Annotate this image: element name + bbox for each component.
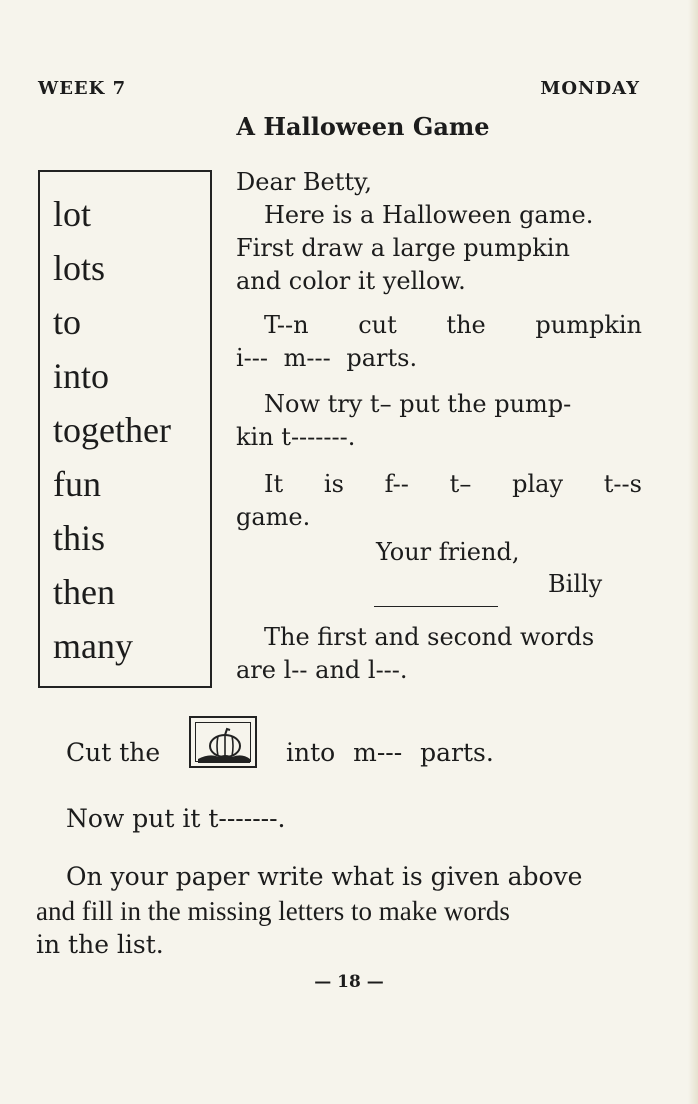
letter-word: It bbox=[264, 470, 284, 498]
week-label: WEEK 7 bbox=[38, 78, 127, 99]
letter-word: the bbox=[446, 311, 486, 339]
fill-blank-word: T--n bbox=[264, 311, 309, 339]
letter-line: Now try t– put the pump- bbox=[264, 390, 572, 418]
question-line: are l-- and l---. bbox=[236, 656, 408, 684]
pumpkin-picture-frame bbox=[189, 716, 257, 768]
page-number: — 18 — bbox=[314, 972, 384, 992]
letter-word: cut bbox=[358, 311, 397, 339]
instruction-line: in the list. bbox=[36, 930, 164, 959]
letter-line bbox=[264, 309, 642, 342]
letter-line: First draw a large pumpkin bbox=[236, 234, 570, 262]
pumpkin-icon bbox=[196, 723, 252, 763]
question-line: The first and second words bbox=[264, 623, 595, 651]
instruction-line: and fill in the missing letters to make words bbox=[36, 896, 510, 926]
letter-closing: Your friend, bbox=[376, 538, 520, 566]
letter-line: Here is a Halloween game. bbox=[264, 201, 594, 229]
word-list-item: then bbox=[53, 572, 115, 612]
word-list-item: to bbox=[53, 302, 82, 342]
word-list-item: into bbox=[53, 356, 110, 396]
cut-instruction-end: into m--- parts. bbox=[286, 738, 494, 767]
fill-blank-word: t--s bbox=[603, 470, 642, 498]
letter-line: kin t-------. bbox=[236, 423, 356, 451]
letter-signature: Billy bbox=[548, 570, 603, 598]
word-list-item: this bbox=[53, 518, 106, 558]
word-list-box bbox=[38, 170, 212, 688]
pumpkin-picture-inner-frame bbox=[195, 722, 251, 762]
letter-line: game. bbox=[236, 503, 311, 531]
letter-greeting: Dear Betty, bbox=[236, 168, 372, 196]
put-instruction: Now put it t-------. bbox=[66, 804, 286, 833]
letter-line bbox=[264, 468, 642, 501]
word-list-item: lots bbox=[53, 248, 106, 288]
page-title: A Halloween Game bbox=[236, 112, 490, 141]
word-list-item: many bbox=[53, 626, 133, 666]
letter-word: pumpkin bbox=[535, 311, 642, 339]
divider-rule bbox=[374, 606, 498, 607]
page-edge-shadow bbox=[688, 0, 698, 1104]
instruction-line: On your paper write what is given above bbox=[66, 862, 583, 891]
letter-line: i--- m--- parts. bbox=[236, 344, 418, 372]
letter-word: is bbox=[323, 470, 344, 498]
day-label: MONDAY bbox=[540, 78, 640, 99]
word-list-item: together bbox=[53, 410, 171, 450]
letter-word: play bbox=[512, 470, 563, 498]
fill-blank-word: t– bbox=[449, 470, 472, 498]
word-list-item: fun bbox=[53, 464, 101, 504]
letter-line: and color it yellow. bbox=[236, 267, 466, 295]
fill-blank-word: f-- bbox=[384, 470, 409, 498]
word-list-item: lot bbox=[53, 194, 92, 234]
cut-instruction-start: Cut the bbox=[66, 738, 161, 767]
